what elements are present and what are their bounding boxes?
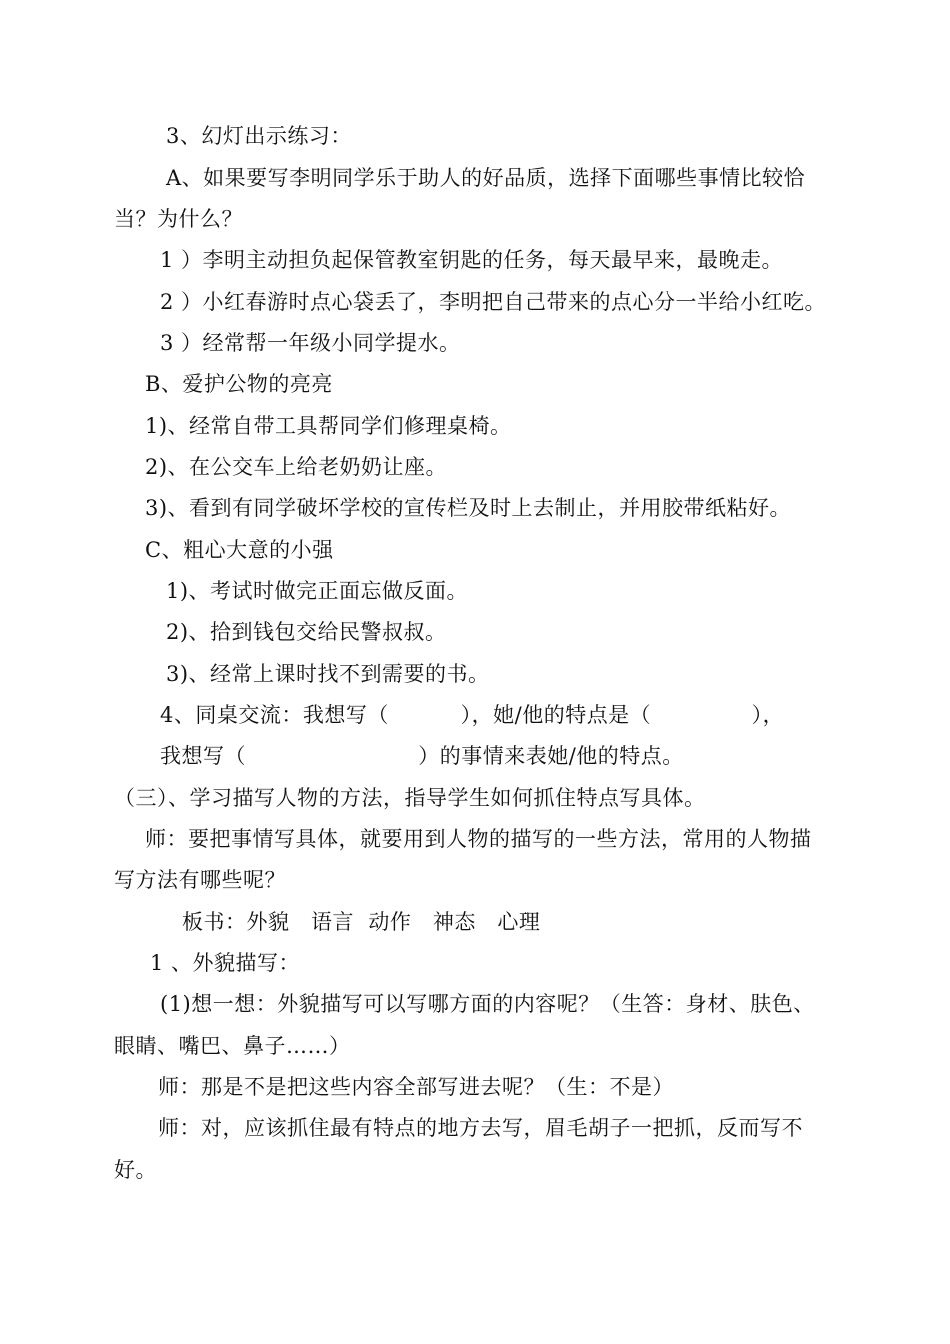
text-line-7: B、爱护公物的亮亮 (145, 372, 333, 396)
text-line-2: A、如果要写李明同学乐于助人的好品质，选择下面哪些事情比较恰 (166, 166, 806, 190)
text-line-11: C、粗心大意的小强 (145, 538, 334, 562)
text-line-26: 好。 (114, 1158, 157, 1182)
text-line-19: 写方法有哪些呢？ (114, 868, 286, 892)
text-line-5: 2 ）小红春游时点心袋丢了，李明把自己带来的点心分一半给小红吃。 (160, 290, 827, 314)
text-line-17: （三）、学习描写人物的方法，指导学生如何抓住特点写具体。 (114, 786, 706, 810)
text-line-22: (1)想一想：外貌描写可以写哪方面的内容呢？（生答：身材、肤色、 (160, 992, 815, 1016)
text-line-13: 2)、拾到钱包交给民警叔叔。 (166, 620, 447, 644)
text-line-16: 我想写（ ）的事情来表她/他的特点。 (160, 744, 684, 768)
text-line-15: 4、同桌交流：我想写（ ），她/他的特点是（ ）， (160, 703, 785, 727)
text-line-6: 3 ）经常帮一年级小同学提水。 (160, 331, 461, 355)
text-line-8: 1)、经常自带工具帮同学们修理桌椅。 (145, 414, 512, 438)
text-line-12: 1)、考试时做完正面忘做反面。 (166, 579, 469, 603)
text-line-14: 3)、经常上课时找不到需要的书。 (166, 662, 490, 686)
text-line-18: 师：要把事情写具体，就要用到人物的描写的一些方法，常用的人物描 (145, 827, 812, 851)
text-line-25: 师：对，应该抓住最有特点的地方去写，眉毛胡子一把抓，反而写不 (158, 1116, 803, 1140)
text-line-4: 1 ）李明主动担负起保管教室钥匙的任务，每天最早来，最晚走。 (160, 248, 784, 272)
text-line-1: 3、幻灯出示练习： (166, 124, 352, 148)
text-line-3: 当？为什么？ (114, 207, 243, 231)
text-line-9: 2)、在公交车上给老奶奶让座。 (145, 455, 448, 479)
text-line-21: 1 、外貌描写： (150, 951, 301, 975)
text-line-23: 眼睛、嘴巴、鼻子……） (114, 1034, 351, 1058)
text-line-20: 板书：外貌 语言 动作 神态 心理 (182, 910, 541, 934)
text-line-24: 师：那是不是把这些内容全部写进去呢？（生：不是） (158, 1075, 674, 1099)
text-line-10: 3)、看到有同学破坏学校的宣传栏及时上去制止，并用胶带纸粘好。 (145, 496, 792, 520)
